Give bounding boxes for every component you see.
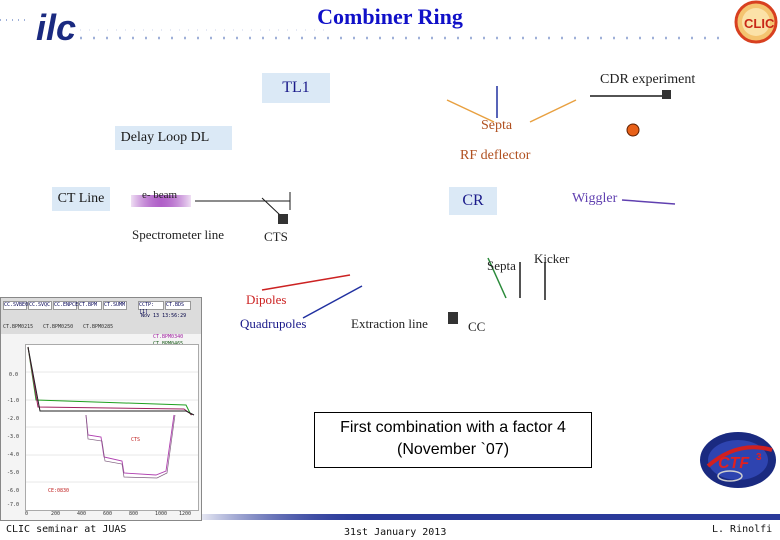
scope-button-1: CC.SVBE0 <box>4 302 29 308</box>
scope-y-tick-1: -1.0 <box>7 398 20 404</box>
scope-y-tick-0: 0.0 <box>9 372 19 378</box>
note-line-2: (November `07) <box>396 441 510 458</box>
extraction-line-label: Extraction line <box>351 316 428 331</box>
ctf3-logo <box>698 430 778 490</box>
septa-line-right <box>530 100 576 122</box>
rf-deflector-label: RF deflector <box>460 148 531 163</box>
footer-right: L. Rinolfi <box>712 524 773 535</box>
first-combination-note <box>314 412 592 468</box>
orange-dot <box>627 124 639 136</box>
cts-marker-top <box>278 214 288 224</box>
scope-x-tick-3: 600 <box>103 511 113 517</box>
scope-y-tick-5: -5.0 <box>7 470 20 476</box>
dipoles-label: Dipoles <box>246 292 287 307</box>
scope-button-7: CT.BDS <box>165 301 191 310</box>
svg-text:CTF: CTF <box>718 455 750 472</box>
scope-plot-ce-label: CE:0830 <box>48 488 70 494</box>
spectrometer-line-label: Spectrometer line <box>132 227 225 242</box>
scope-channel-3: CT.BPM0285 <box>83 324 114 330</box>
svg-text:CLIC: CLIC <box>744 16 775 31</box>
footer-left: CLIC seminar at JUAS <box>6 524 127 535</box>
svg-text:ilc: ilc <box>36 7 77 48</box>
svg-text:3: 3 <box>756 452 762 463</box>
scope-button-5: CT.SUMM <box>104 302 126 308</box>
quadrupoles-label: Quadrupoles <box>240 316 307 331</box>
cc-label: CC <box>468 319 486 334</box>
footer-center: 31st January 2013 <box>344 527 447 538</box>
oscilloscope-screenshot <box>0 297 202 521</box>
scope-channel-1: CT.BPM0215 <box>3 324 34 330</box>
slide-title: Combiner Ring <box>317 4 463 29</box>
scope-channel-2: CT.BPM0250 <box>43 324 74 330</box>
delay-loop-label: Delay Loop DL <box>120 130 210 145</box>
wiggler-line <box>622 200 675 204</box>
septa-bottom-label: Septa <box>487 258 516 273</box>
kicker-label: Kicker <box>534 251 570 266</box>
e-beam-label: e- beam <box>142 189 178 201</box>
dipoles-line <box>262 275 350 290</box>
cdr-marker <box>662 90 671 99</box>
cc-marker <box>448 312 458 324</box>
scope-channel-4: CT.BPM0340 <box>153 334 184 340</box>
scope-y-tick-4: -4.0 <box>7 452 20 458</box>
scope-y-tick-7: -7.0 <box>7 502 20 508</box>
septa-top-label: Septa <box>481 118 513 133</box>
scope-x-tick-2: 400 <box>77 511 87 517</box>
scope-plot-area <box>25 344 199 511</box>
scope-y-tick-2: -2.0 <box>7 416 20 422</box>
ct-line-label: CT Line <box>57 191 105 206</box>
wiggler-label: Wiggler <box>572 191 618 206</box>
note-line-1: First combination with a factor 4 <box>340 419 566 436</box>
scope-button-3: CC.ENPCE <box>54 302 79 308</box>
scope-x-tick-5: 1000 <box>155 511 168 517</box>
scope-button-6: CCTP:[1] <box>138 301 164 310</box>
scope-button-2: CC.SVQC <box>29 302 51 308</box>
cts-top-label: CTS <box>264 229 288 244</box>
cdr-experiment-label: CDR experiment <box>600 72 696 87</box>
cr-label: CR <box>462 192 484 209</box>
scope-y-tick-3: -3.0 <box>7 434 20 440</box>
scope-plot-cts-label: CTS <box>131 437 141 443</box>
scope-x-tick-4: 800 <box>129 511 139 517</box>
scope-x-tick-1: 200 <box>51 511 61 517</box>
scope-button-4: CT.BPM <box>78 301 102 310</box>
tl1-label: TL1 <box>282 79 310 96</box>
scope-x-tick-6: 1200 <box>179 511 192 517</box>
scope-y-tick-6: -6.0 <box>7 488 20 494</box>
quadrupoles-line <box>303 286 362 318</box>
scope-x-tick-0: 0 <box>25 511 29 517</box>
scope-timestamp: Nov 13 13:56:29 <box>141 313 187 319</box>
